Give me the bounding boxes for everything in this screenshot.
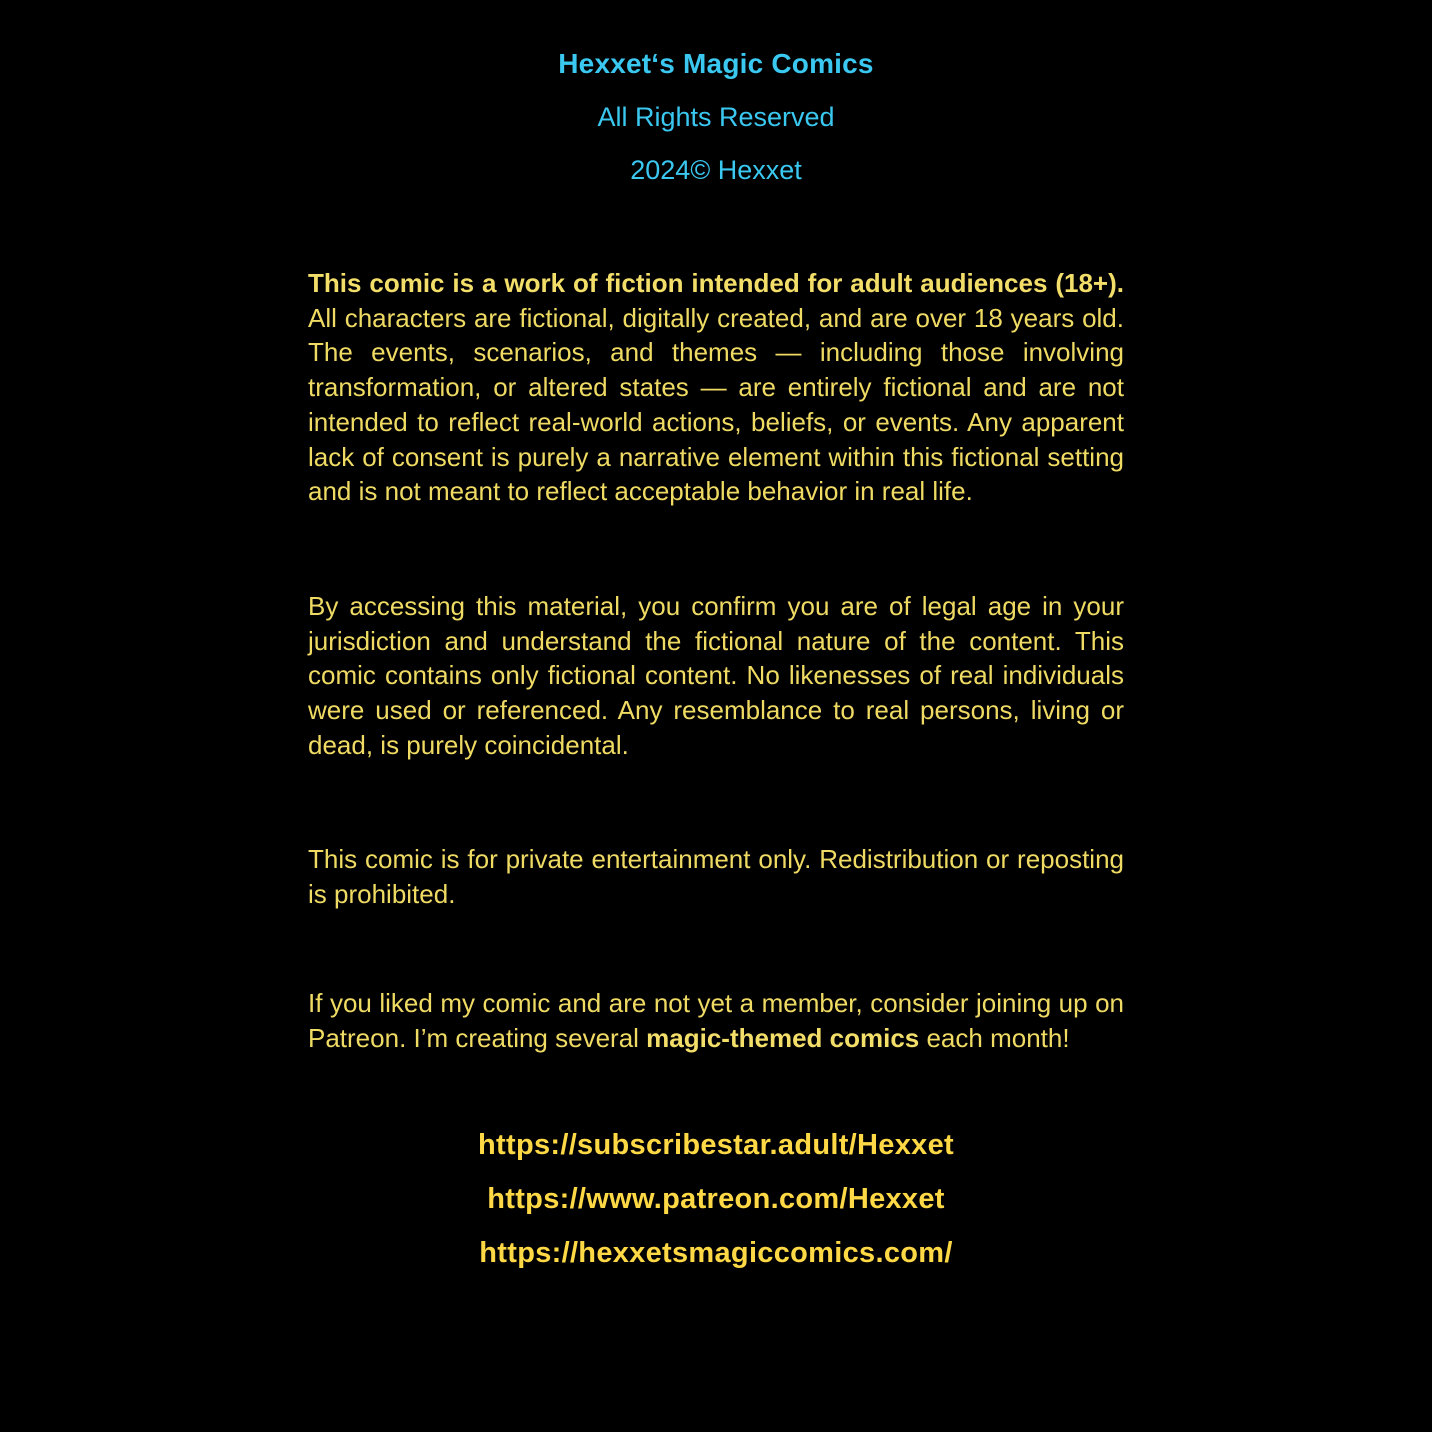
header bbox=[0, 0, 1432, 186]
disclaimer-paragraph-legal-age: By accessing this material, you confirm you are of legal age in your jurisdiction and understand the fictional nature of the content. This comic contains only fictional content. No likenesses of real individuals were used or referenced. Any resemblance to real persons, living or dead, is purely coincidental. bbox=[308, 590, 1124, 760]
copyright-line: 2024© Hexxet bbox=[630, 155, 802, 185]
disclaimer-paragraph-fiction-text: All characters are fictional, digitally created, and are over 18 years old. The events, scenarios, and themes — including those involving transformation, or altered states — are entirely fictional and are not intended to reflect real-world actions, beliefs, or events. Any apparent lack of consent is purely a narrative element within this fictional setting and is not meant to reflect acceptable behavior in real life. bbox=[308, 302, 1124, 507]
page-title: Hexxet‘s Magic Comics bbox=[558, 48, 874, 79]
link-website[interactable]: https://hexxetsmagiccomics.com/ bbox=[479, 1237, 953, 1270]
patreon-paragraph-pre: If you liked my comic and are not yet a member, consider joining up on Patreon. I’m creating several bbox=[308, 987, 1124, 1053]
disclaimer-body bbox=[308, 266, 1124, 1055]
footer-links bbox=[0, 1131, 1432, 1268]
rights-line: All Rights Reserved bbox=[597, 102, 835, 132]
disclaimer-paragraph-patreon bbox=[308, 986, 1124, 1055]
link-subscribestar[interactable]: https://subscribestar.adult/Hexxet bbox=[478, 1129, 954, 1162]
patreon-paragraph-post: each month! bbox=[919, 1022, 1070, 1053]
link-patreon[interactable]: https://www.patreon.com/Hexxet bbox=[487, 1183, 945, 1216]
disclaimer-bold-lead: This comic is a work of fiction intended for adult audiences (18+). bbox=[308, 268, 1124, 298]
patreon-paragraph-bold: magic-themed comics bbox=[646, 1022, 920, 1053]
disclaimer-paragraph-private-use: This comic is for private entertainment only. Redistribution or reposting is prohibited. bbox=[308, 844, 1124, 910]
disclaimer-paragraph-fiction bbox=[308, 266, 1124, 509]
